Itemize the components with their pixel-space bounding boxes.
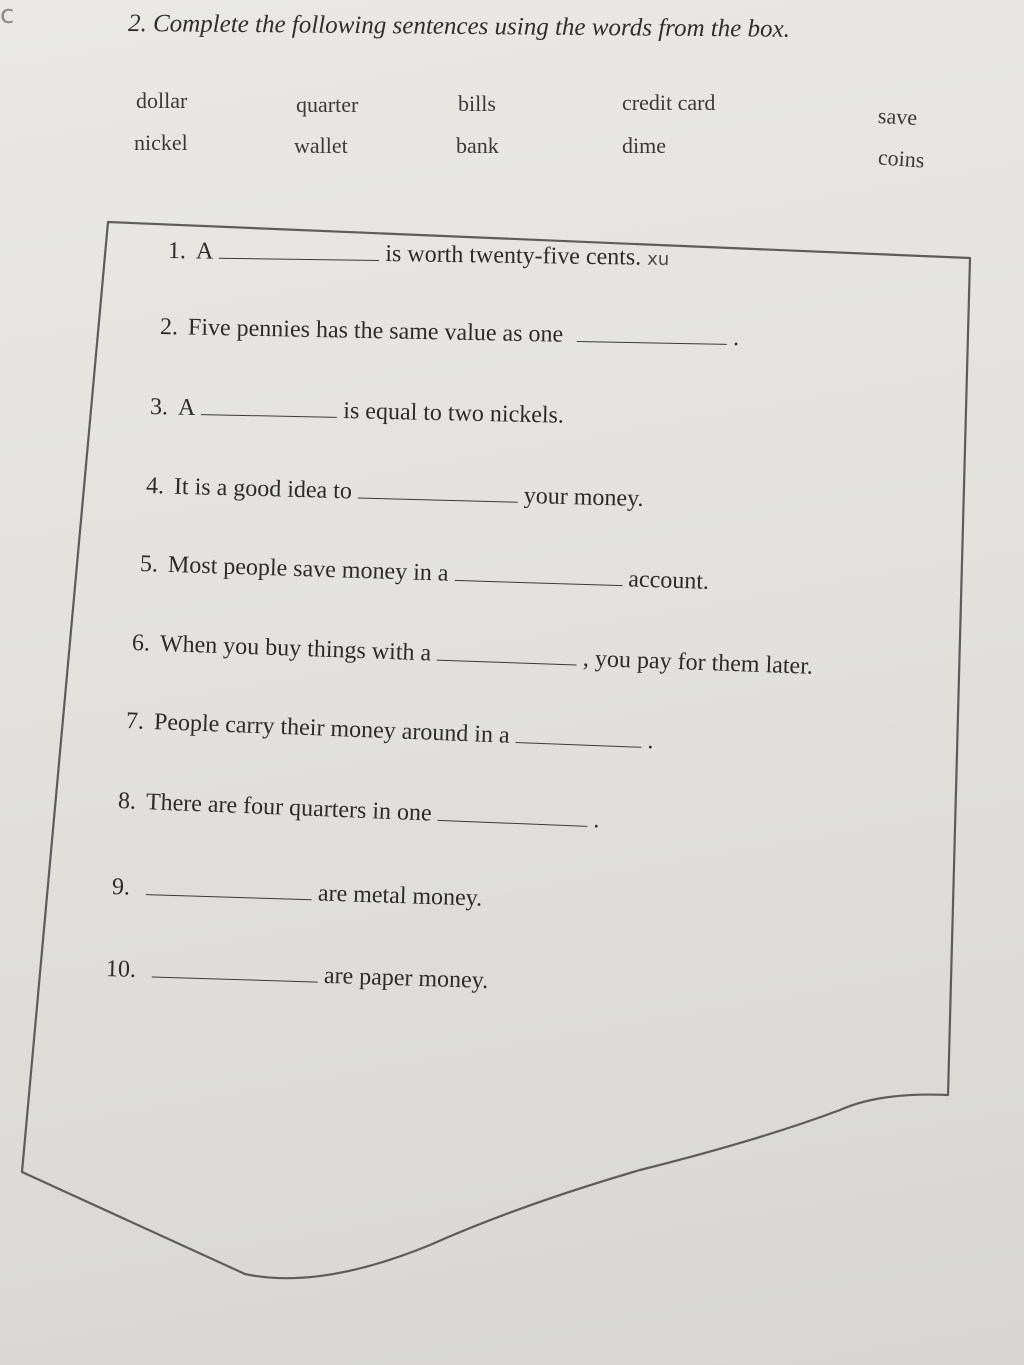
- sentence-1: 1. A is worth twenty-five cents. xu: [167, 238, 670, 271]
- word-coins: coins: [877, 144, 926, 173]
- answer-blank[interactable]: [201, 396, 337, 418]
- sentence-4: 4. It is a good idea to your money.: [145, 473, 644, 513]
- sentence-8: 8. There are four quarters in one .: [117, 788, 601, 834]
- sentence-2: 2. Five pennies has the same value as one .: [159, 314, 740, 352]
- answer-blank[interactable]: [454, 562, 623, 586]
- sentence-7: 7. People carry their money around in a .: [125, 708, 655, 755]
- word-nickel: nickel: [134, 130, 188, 155]
- answer-blank[interactable]: [437, 642, 578, 666]
- sentence-5: 5. Most people save money in a account.: [139, 551, 710, 595]
- word-dime: dime: [622, 133, 666, 158]
- answer-blank[interactable]: [146, 876, 313, 900]
- word-bank: bank: [456, 133, 499, 158]
- word-credit-card: credit card: [622, 90, 716, 115]
- word-dollar: dollar: [136, 88, 188, 113]
- word-wallet: wallet: [294, 133, 348, 158]
- sentence-3: 3. A is equal to two nickels.: [149, 394, 565, 429]
- page-edge-mark: c: [0, 0, 15, 30]
- sentence-10: 10. are paper money.: [105, 956, 489, 995]
- answer-blank[interactable]: [219, 240, 379, 261]
- answer-blank[interactable]: [152, 958, 319, 982]
- handwritten-note: xu: [647, 248, 670, 270]
- word-save: save: [877, 102, 918, 131]
- sentence-6: 6. When you buy things with a , you pay for them later.: [131, 630, 814, 680]
- answer-blank[interactable]: [358, 480, 518, 503]
- answer-blank[interactable]: [437, 802, 588, 827]
- sentence-9: 9. are metal money.: [111, 874, 483, 912]
- word-quarter: quarter: [296, 92, 359, 117]
- word-bills: bills: [458, 91, 496, 116]
- answer-blank[interactable]: [515, 724, 642, 748]
- exercise-heading: 2. Complete the following sentences using the words from the box.: [127, 10, 791, 43]
- answer-blank[interactable]: [577, 323, 727, 345]
